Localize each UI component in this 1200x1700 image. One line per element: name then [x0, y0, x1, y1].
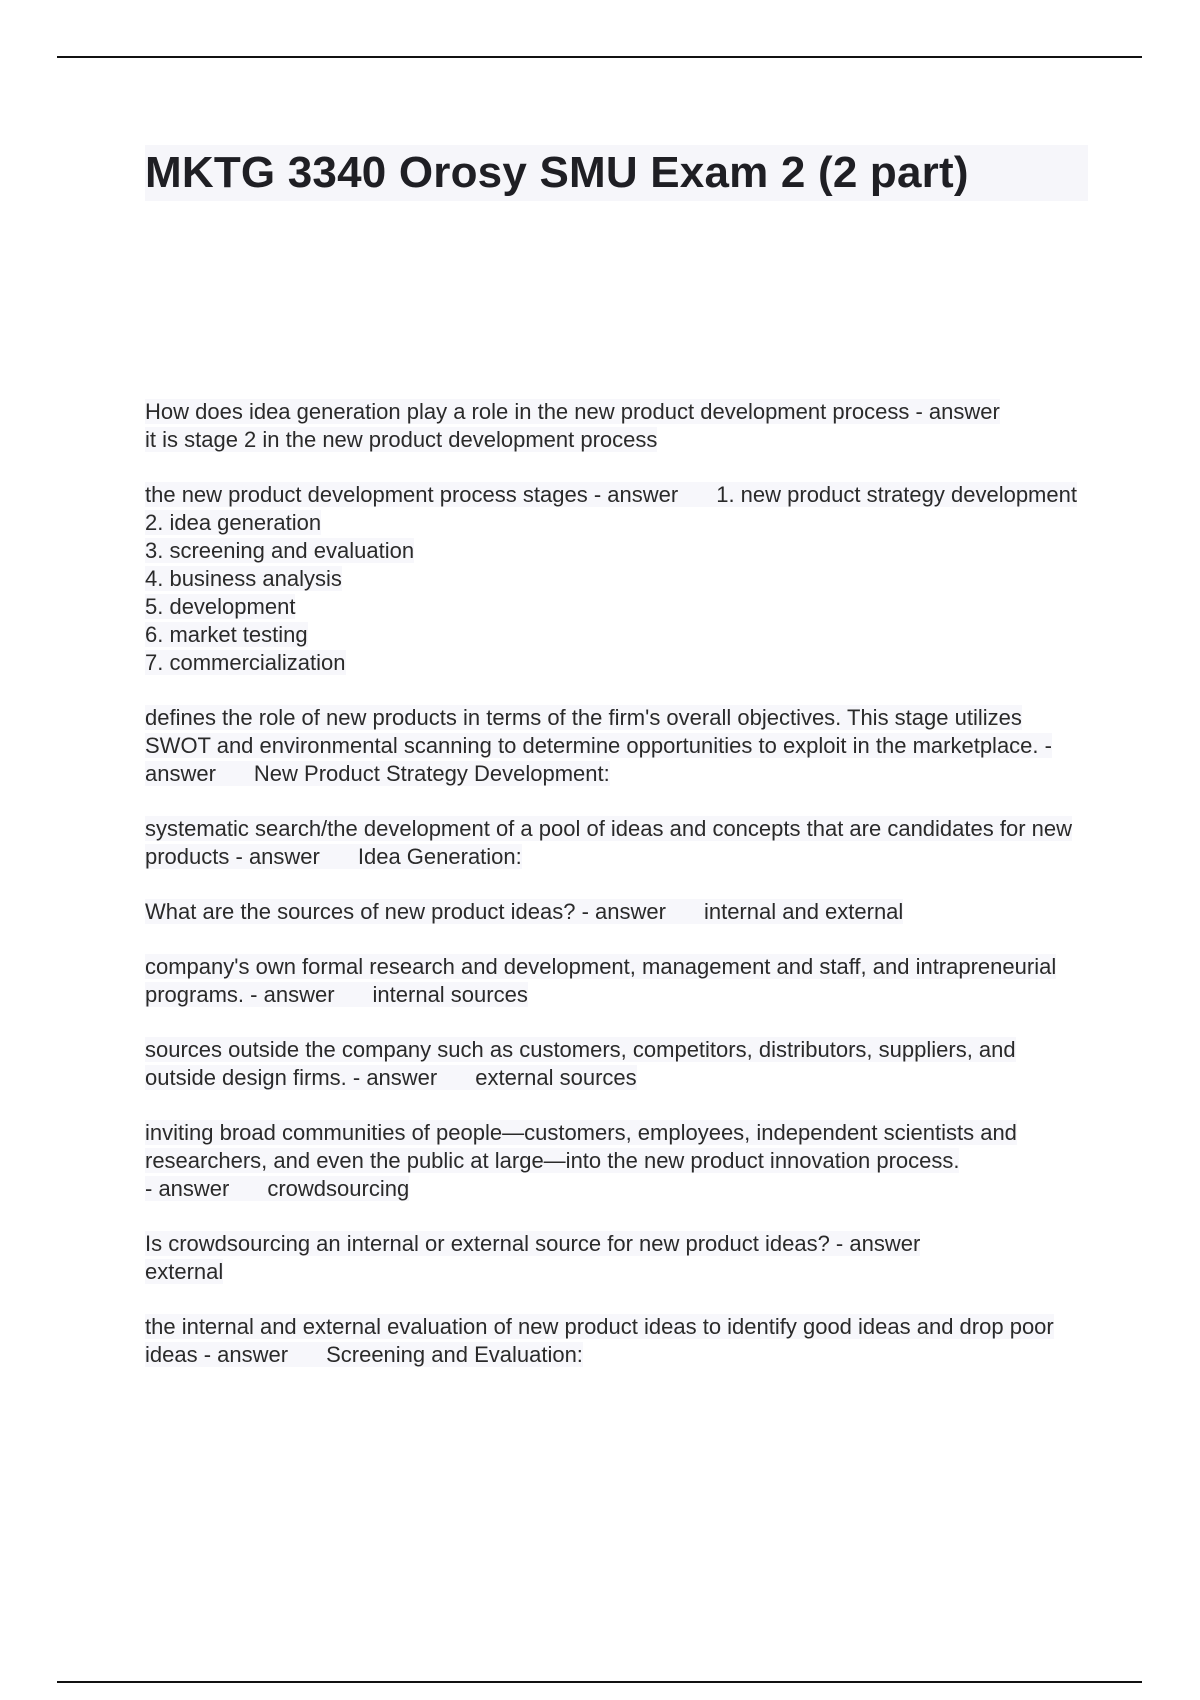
qa-entry	[145, 398, 1090, 454]
question-text: sources outside the company such as customers, competitors, distributors, suppliers, and outside design firms.	[145, 1037, 1016, 1090]
qa-entry	[145, 815, 1090, 871]
answer-text: it is stage 2 in the new product development process	[145, 427, 658, 452]
question-text: Is crowdsourcing an internal or external source for new product ideas?	[145, 1231, 830, 1256]
stage-list	[145, 509, 1090, 677]
answer-text: Idea Generation:	[320, 844, 522, 869]
qa-entry	[145, 898, 1090, 926]
list-item: 5. development	[145, 594, 296, 619]
answer-text: New Product Strategy Development:	[216, 761, 610, 786]
answer-separator: - answer	[145, 733, 1052, 786]
answer-text: external	[145, 1259, 224, 1284]
bottom-rule	[57, 1681, 1142, 1683]
qa-entry	[145, 1230, 1090, 1286]
top-rule	[57, 56, 1142, 58]
answer-separator: - answer	[346, 1065, 438, 1090]
answer-separator: - answer	[145, 1176, 230, 1201]
answer-text: internal sources	[335, 982, 528, 1007]
answer-separator: - answer	[829, 1231, 921, 1256]
qa-entry	[145, 481, 1090, 677]
qa-entry	[145, 953, 1090, 1009]
qa-entry	[145, 1119, 1090, 1203]
answer-text: internal and external	[666, 899, 903, 924]
answer-text: Screening and Evaluation:	[288, 1342, 583, 1367]
list-item: 6. market testing	[145, 622, 308, 647]
question-text: systematic search/the development of a pool of ideas and concepts that are candidates for new products	[145, 816, 1072, 869]
answer-text: crowdsourcing	[229, 1176, 409, 1201]
question-text: How does idea generation play a role in the new product development process	[145, 399, 910, 424]
answer-separator: - answer	[575, 899, 666, 924]
list-item: 2. idea generation	[145, 510, 322, 535]
list-item: 3. screening and evaluation	[145, 538, 415, 563]
question-text: inviting broad communities of people—customers, employees, independent scientists and researchers, and even the public at large—into the new product innovation process.	[145, 1120, 1017, 1173]
question-text: the new product development process stages	[145, 482, 588, 507]
qa-list	[145, 398, 1090, 1396]
answer-separator: - answer	[909, 399, 1000, 424]
qa-entry	[145, 704, 1090, 788]
question-text: What are the sources of new product ideas?	[145, 899, 576, 924]
list-item: 7. commercialization	[145, 650, 346, 675]
question-text: defines the role of new products in terms of the firm's overall objectives. This stage utilizes SWOT and environmental scanning to determine opportunities to exploit in the marketplace.	[145, 705, 1039, 758]
qa-entry	[145, 1036, 1090, 1092]
document-title: MKTG 3340 Orosy SMU Exam 2 (2 part)	[145, 145, 1088, 201]
answer-text: external sources	[437, 1065, 636, 1090]
qa-entry	[145, 1313, 1090, 1369]
answer-separator: - answer	[229, 844, 320, 869]
list-item: 4. business analysis	[145, 566, 342, 591]
answer-separator: - answer	[587, 482, 679, 507]
question-text: the internal and external evaluation of new product ideas to identify good ideas and drop poor ideas	[145, 1314, 1054, 1367]
answer-separator: - answer	[197, 1342, 289, 1367]
question-text: company's own formal research and development, management and staff, and intrapreneurial programs.	[145, 954, 1057, 1007]
answer-text: 1. new product strategy development	[678, 482, 1077, 507]
answer-separator: - answer	[244, 982, 335, 1007]
